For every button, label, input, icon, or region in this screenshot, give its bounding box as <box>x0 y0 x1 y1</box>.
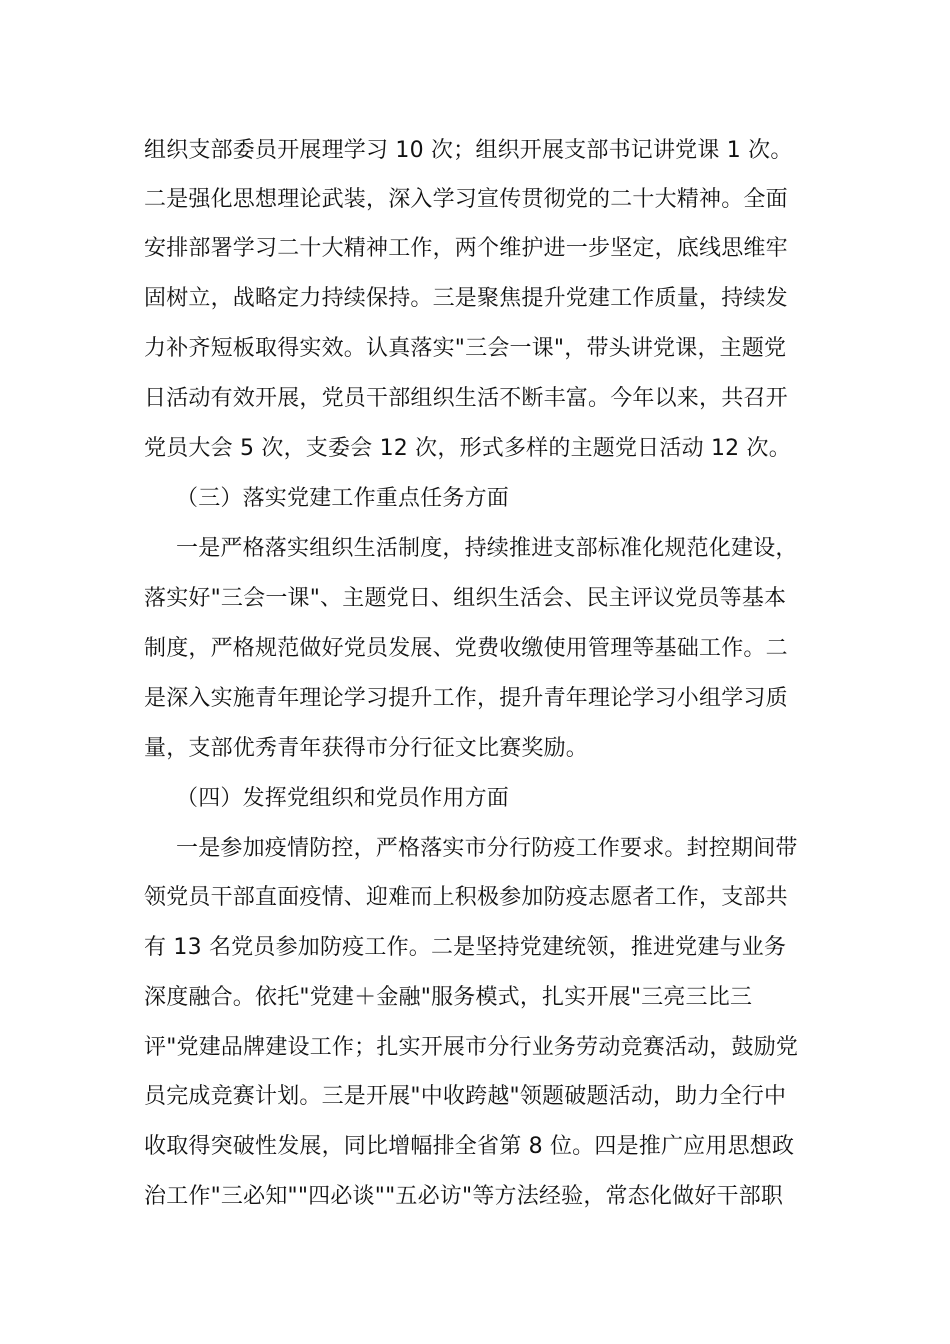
body-text-line: 制度，严格规范做好党员发展、党费收缴使用管理等基础工作。二 <box>144 636 788 661</box>
body-text-line: 落实好"三会一课"、主题党日、组织生活会、民主评议党员等基本 <box>144 586 787 611</box>
body-text-line: 一是参加疫情防控，严格落实市分行防疫工作要求。封控期间带 <box>176 836 798 861</box>
body-text-line: 深度融合。依托"党建＋金融"服务模式，扎实开展"三亮三比三 <box>144 985 753 1010</box>
body-text-line: 一是严格落实组织生活制度，持续推进支部标准化规范化建设， <box>176 536 798 561</box>
section-heading-four: （四）发挥党组织和党员作用方面 <box>176 786 510 811</box>
body-text-line: 员完成竞赛计划。三是开展"中收跨越"领题破题活动，助力全行中 <box>144 1084 787 1109</box>
body-text-line: 评"党建品牌建设工作；扎实开展市分行业务劳动竞赛活动，鼓励党 <box>144 1035 799 1060</box>
body-text-line: 二是强化思想理论武装，深入学习宣传贯彻党的二十大精神。全面 <box>144 187 788 212</box>
body-text-line: 有 13 名党员参加防疫工作。二是坚持党建统领，推进党建与业务 <box>144 935 787 960</box>
body-text-line: 量，支部优秀青年获得市分行征文比赛奖励。 <box>144 736 589 761</box>
body-text-line: 是深入实施青年理论学习提升工作，提升青年理论学习小组学习质 <box>144 686 788 711</box>
body-text-line: 日活动有效开展，党员干部组织生活不断丰富。今年以来，共召开 <box>144 386 788 411</box>
body-text-line: 收取得突破性发展，同比增幅排全省第 8 位。四是推广应用思想政 <box>144 1134 795 1159</box>
body-text-line: 力补齐短板取得实效。认真落实"三会一课"，带头讲党课，主题党 <box>144 336 787 361</box>
body-text-line: 组织支部委员开展理学习 10 次；组织开展支部书记讲党课 1 次。 <box>144 138 793 163</box>
section-heading-three: （三）落实党建工作重点任务方面 <box>176 486 510 511</box>
body-text-line: 领党员干部直面疫情、迎难而上积极参加防疫志愿者工作，支部共 <box>144 885 788 910</box>
body-text-line: 固树立，战略定力持续保持。三是聚焦提升党建工作质量，持续发 <box>144 286 788 311</box>
body-text-line: 党员大会 5 次，支委会 12 次，形式多样的主题党日活动 12 次。 <box>144 436 791 461</box>
body-text-line: 安排部署学习二十大精神工作，两个维护进一步坚定，底线思维牢 <box>144 236 788 261</box>
body-text-line: 治工作"三必知""四必谈""五必访"等方法经验，常态化做好干部职 <box>144 1184 784 1209</box>
